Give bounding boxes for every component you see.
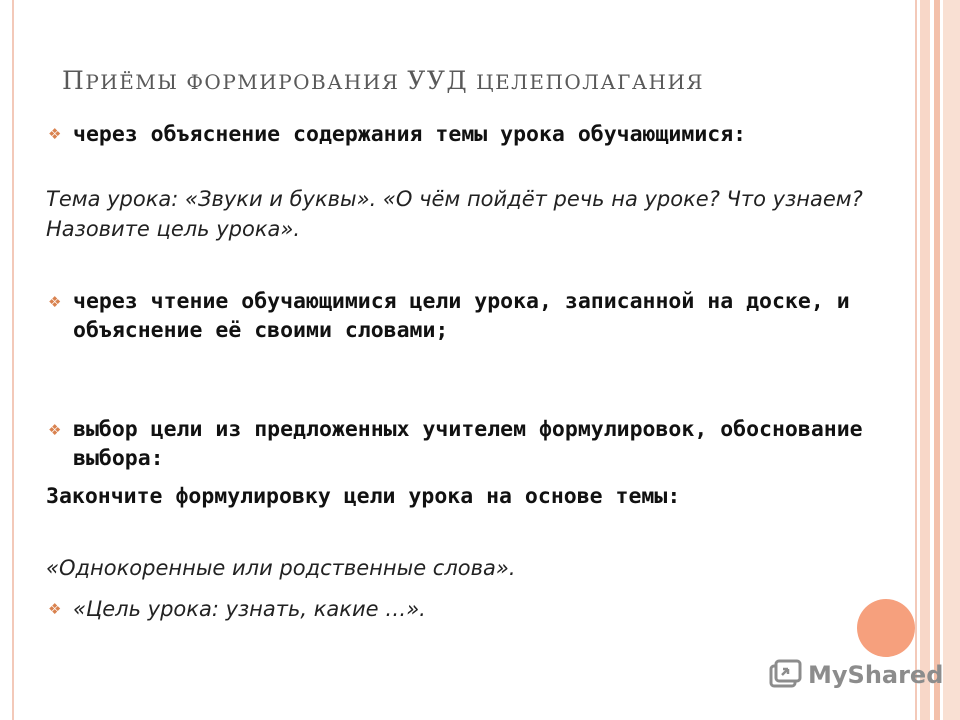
diamond-bullet-icon: ❖ xyxy=(48,421,62,439)
diamond-bullet-icon: ❖ xyxy=(48,293,62,311)
watermark xyxy=(768,656,943,694)
myshared-logo-icon xyxy=(768,658,802,692)
title-cap-letter: П xyxy=(62,66,86,95)
bullet-text: через объяснение содержания темы урока обучающимися: xyxy=(73,122,747,147)
decor-circle xyxy=(857,599,915,657)
task-text: Закончите формулировку цели урока на основе темы: xyxy=(46,484,681,509)
title-part: ЦЕЛЕПОЛАГАНИЯ xyxy=(468,70,705,94)
bullet-text: «Цель урока: узнать, какие …». xyxy=(73,597,426,621)
title-part: РИЁМЫ ФОРМИРОВАНИЯ xyxy=(85,70,408,94)
decor-stripe xyxy=(934,0,940,720)
diamond-bullet-icon: ❖ xyxy=(48,600,62,618)
slide-title xyxy=(62,66,704,95)
example-text: «Однокоренные или родственные слова». xyxy=(46,556,516,580)
diamond-bullet-icon: ❖ xyxy=(48,125,62,143)
bullet-text: выбор цели из предложенных учителем формулировок, обоснование выбора: xyxy=(73,417,863,471)
watermark-text: MyShared xyxy=(808,661,944,689)
example-text: Тема урока: «Звуки и буквы». «О чём пойдёт речь на уроке? Что узнаем? Назовите цель урока». xyxy=(46,187,863,241)
bullet-text: через чтение обучающимися цели урока, записанной на доске, и объяснение её своими словами; xyxy=(73,289,850,343)
title-abbr: УУД xyxy=(407,66,469,95)
decor-stripe xyxy=(943,0,960,720)
decor-stripe xyxy=(920,0,930,720)
